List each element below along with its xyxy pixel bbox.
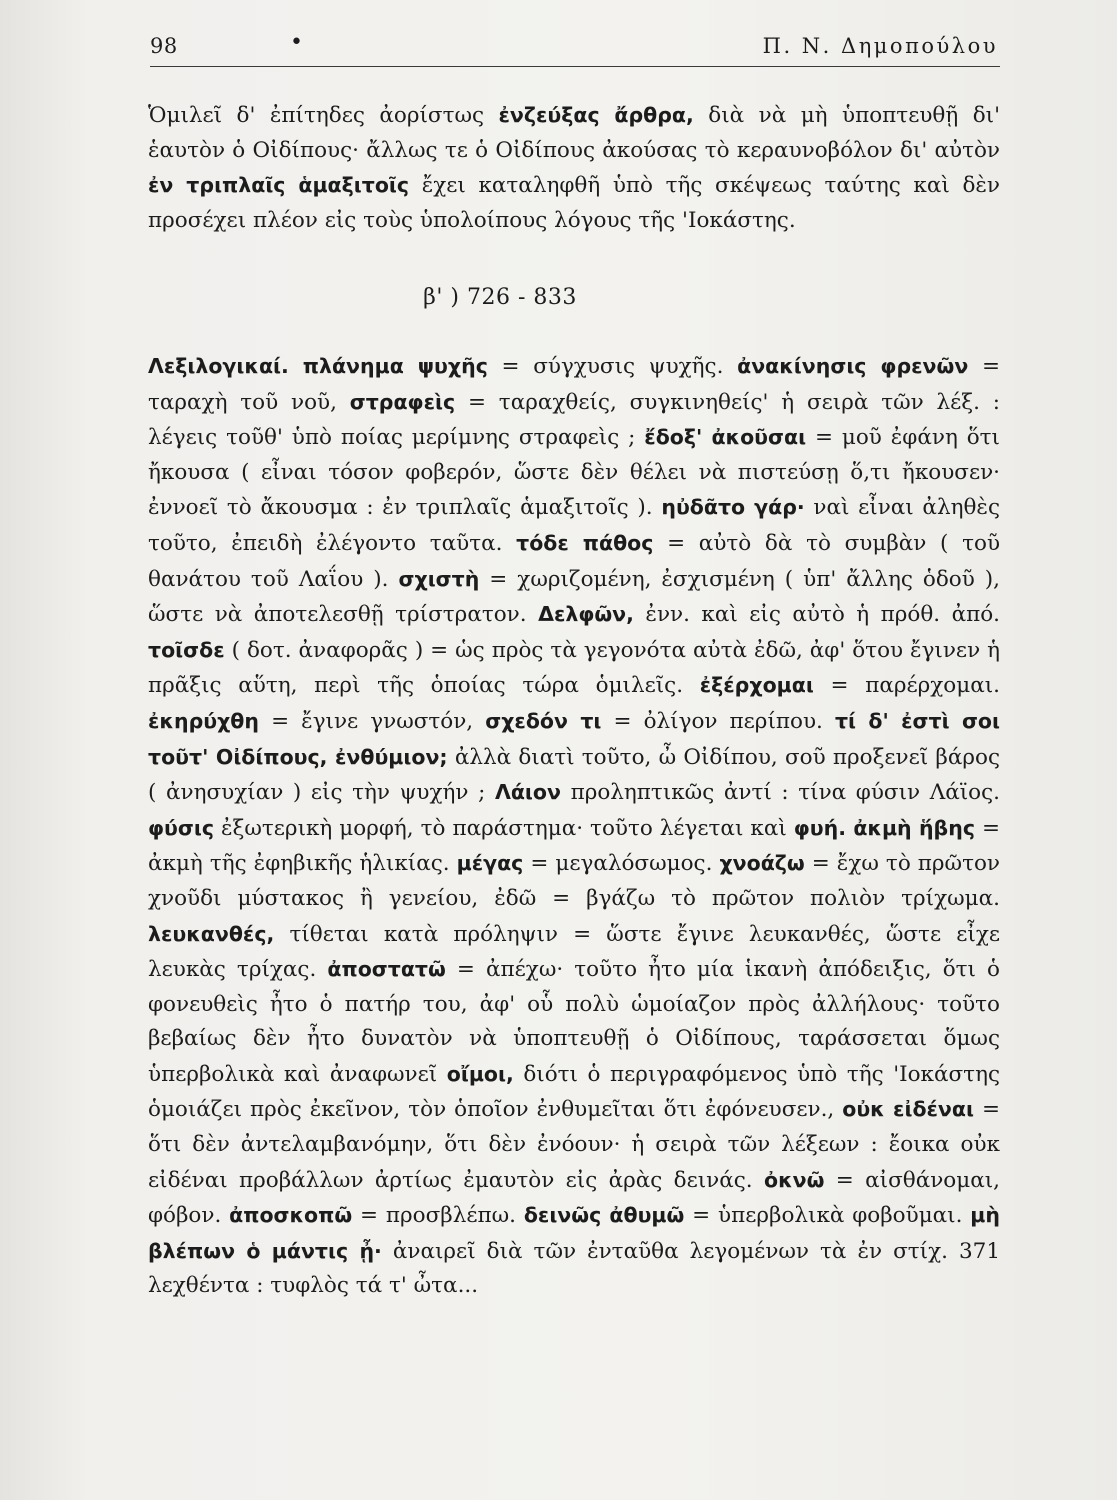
vocab-term: ηὐδᾶτο γάρ· [661, 495, 805, 520]
vocab-term: Λεξιλογικαί. πλάνημα ψυχῆς [148, 354, 488, 378]
vocab-term: μέγας [456, 851, 524, 876]
vocab-term: λευκανθές, [148, 921, 275, 946]
vocab-term: Λάιον [494, 780, 561, 805]
vocab-gloss: = προσβλέπω. [352, 1203, 524, 1229]
vocab-gloss: = αὐτὸ δὰ τὸ συμβὰν ( τοῦ θανάτου τοῦ Λαΐου ). [148, 530, 1001, 592]
vocab-gloss: προληπτικῶς ἀντί : τίνα φύσιν Λάϊος. [560, 780, 1000, 806]
vocab-term: οὐκ εἰδέναι [842, 1097, 974, 1122]
vocab-gloss: ἀλλὰ διατὶ τοῦτο, ὦ Οἰδίπου, σοῦ προξενεῖ βάρος ( ἀνησυχίαν ) εἰς τὴν ψυχήν ; [148, 744, 1000, 806]
vocab-term: τοῖσδε [148, 637, 225, 662]
running-head: Π. Ν. Δημοπούλου [762, 34, 998, 58]
vocab-gloss: διότι ὁ περιγραφόμενος ὑπὸ τῆς 'Ιοκάστης ὁμοιάζει πρὸς ἐκεῖνον, τὸν ὁποῖον ἐνθυμεῖται ὅτι ἐφόνευσεν., [148, 1061, 1000, 1123]
vocab-gloss: = αἰσθάνομαι, φόβον. [148, 1167, 1000, 1229]
vocab-gloss: ἀναιρεῖ διὰ τῶν ἐνταῦθα λεγομένων τὰ ἐν στίχ. 371 λεχθέντα : τυφλὸς τά τ' ὦτα... [148, 1238, 1000, 1299]
vocab-gloss: = ἔγινε γνωστόν, [259, 708, 486, 734]
vocab-gloss: ναὶ εἶναι ἀληθὲς τοῦτο, ἐπειδὴ ἐλέγοντο ταῦτα. [148, 495, 1000, 556]
vocab-term: φύσις [148, 815, 214, 840]
vocab-term: ἔδοξ' ἀκοῦσαι [644, 425, 807, 450]
page-header [150, 30, 1000, 67]
section-heading: β' ) 726 - 833 [423, 285, 577, 310]
vocab-gloss: = ὑπερβολικὰ φοβοῦμαι. [684, 1203, 971, 1229]
intro-text [148, 98, 1000, 238]
vocab-gloss: = ὅτι δὲν ἀντελαμβανόμην, ὅτι δὲν ἐνόουν· ἡ σειρὰ τῶν λέξεων : ἔοικα οὐκ εἰδέναι προβάλλων ἀρτίως ἐμαυτὸν εἰς ἀρὰς δεινάς. [148, 1097, 1000, 1193]
vocabulary-paragraph [148, 349, 1000, 1304]
vocab-term: σχιστὴ [398, 566, 480, 591]
vocabulary-text [148, 349, 1000, 1304]
vocab-term: στραφεὶς [349, 389, 456, 414]
vocab-gloss: = ἀκμὴ τῆς ἐφηβικῆς ἡλικίας. [148, 815, 1000, 877]
intro-segment: ἔχει καταληφθῆ ὑπὸ τῆς σκέψεως ταύτης καὶ δὲν προσέχει πλέον εἰς τοὺς ὑπολοίπους λόγους τῆς 'Ιοκάστης. [148, 173, 1000, 233]
vocab-term: Δελφῶν, [538, 602, 634, 627]
vocab-gloss: ἐξωτερικὴ μορφή, τὸ παράστημα· τοῦτο λέγεται καὶ [213, 815, 794, 841]
vocab-term: ἀνακίνησις φρενῶν [737, 354, 969, 378]
page-number: 98 [150, 34, 178, 58]
vocab-term: τόδε πάθος [516, 530, 654, 555]
vocab-gloss: = χωριζομένη, ἐσχισμένη ( ὑπ' ἄλλης ὁδοῦ ), ὥστε νὰ ἀποτελεσθῇ τρίστρατον. [148, 566, 1001, 628]
vocab-gloss: = σύγχυσις ψυχῆς. [487, 354, 738, 379]
intro-paragraph [148, 98, 1000, 238]
vocab-gloss: = ἀπέχω· τοῦτο ἦτο μία ἱκανὴ ἀπόδειξις, ὅτι ὁ φονευθεὶς ἦτο ὁ πατήρ του, ἀφ' οὗ πολὺ ὡμοίαζον πρὸς ἀλλήλους· τοῦτο βεβαίως δὲν ἦτο δυνατὸν νὰ ὑποπτευθῇ ὁ Οἰδίπους, ταράσσεται ὅμως ὑπερβολικὰ καὶ ἀναφωνεῖ [148, 957, 1000, 1087]
intro-term: ἐν τριπλαῖς ἁμαξιτοῖς [148, 173, 410, 198]
vocab-gloss: τίθεται κατὰ πρόληψιν = ὥστε ἔγινε λευκανθές, ὥστε εἶχε λευκὰς τρίχας. [148, 921, 1000, 983]
vocab-term: ἐκηρύχθη [148, 708, 259, 733]
intro-term: ἐνζεύξας ἄρθρα, [498, 103, 694, 127]
header-bullet: • [290, 30, 303, 55]
intro-segment: διὰ νὰ μὴ ὑποπτευθῇ δι' ἑαυτὸν ὁ Οἰδίπους· ἄλλως τε ὁ Οἰδίπους ἀκούσας τὸ κεραυνοβόλον δι' αὐτὸν [148, 103, 1000, 163]
vocab-gloss: ἐνν. καὶ εἰς αὐτὸ ἡ πρόθ. ἀπό. [633, 602, 1001, 628]
vocab-gloss: = ταραχὴ τοῦ νοῦ, [148, 354, 1000, 415]
vocab-gloss: = ἔχω τὸ πρῶτον χνοῦδι μύστακος ἢ γενείου, ἐδῶ = βγάζω τὸ πρῶτον πολιὸν τρίχωμα. [148, 851, 1000, 911]
vocab-term: ἀποστατῶ [327, 957, 446, 982]
vocab-term: χνοάζω [719, 851, 805, 876]
vocab-term: ἀποσκοπῶ [229, 1203, 353, 1228]
vocab-term: μὴ βλέπων ὁ μάντις ᾖ· [148, 1203, 1000, 1263]
vocab-term: ἐξέρχομαι [699, 673, 814, 698]
intro-segment: Ὁμιλεῖ δ' ἐπίτηδες ἀορίστως [148, 103, 499, 128]
vocab-gloss: = μεγαλόσωμος. [523, 851, 720, 877]
vocab-term: σχεδόν τι [485, 708, 602, 733]
vocab-gloss: = ὀλίγον περίπου. [601, 708, 835, 734]
vocab-term: τί δ' ἐστὶ σοι τοῦτ' Οἰδίπους, ἐνθύμιον; [148, 708, 1000, 769]
vocab-term: φυή. ἀκμὴ ἥβης [793, 815, 975, 840]
vocab-term: οἴμοι, [446, 1061, 514, 1086]
vocab-gloss: ( δοτ. ἀναφορᾶς ) = ὡς πρὸς τὰ γεγονότα αὐτὰ ἐδῶ, ἀφ' ὅτου ἔγινεν ἡ πρᾶξις αὕτη, περὶ τῆς ὁποίας τώρα ὁμιλεῖς. [148, 637, 1000, 699]
vocab-term: ὀκνῶ [763, 1167, 825, 1192]
vocab-term: δεινῶς ἀθυμῶ [523, 1203, 685, 1228]
vocab-gloss: = παρέρχομαι. [813, 673, 1001, 699]
vocab-gloss: = μοῦ ἐφάνη ὅτι ἤκουσα ( εἶναι τόσον φοβερόν, ὥστε δὲν θέλει νὰ πιστεύσῃ ὅ,τι ἤκουσεν· ἐννοεῖ τὸ ἄκουσμα : ἐν τριπλαῖς ἁμαξιτοῖς ). [148, 425, 1000, 521]
vocab-gloss: = ταραχθείς, συγκινηθείς' ἡ σειρὰ τῶν λέξ. : λέγεις τοῦθ' ὑπὸ ποίας μερίμνης στραφεὶς ; [148, 389, 1000, 451]
